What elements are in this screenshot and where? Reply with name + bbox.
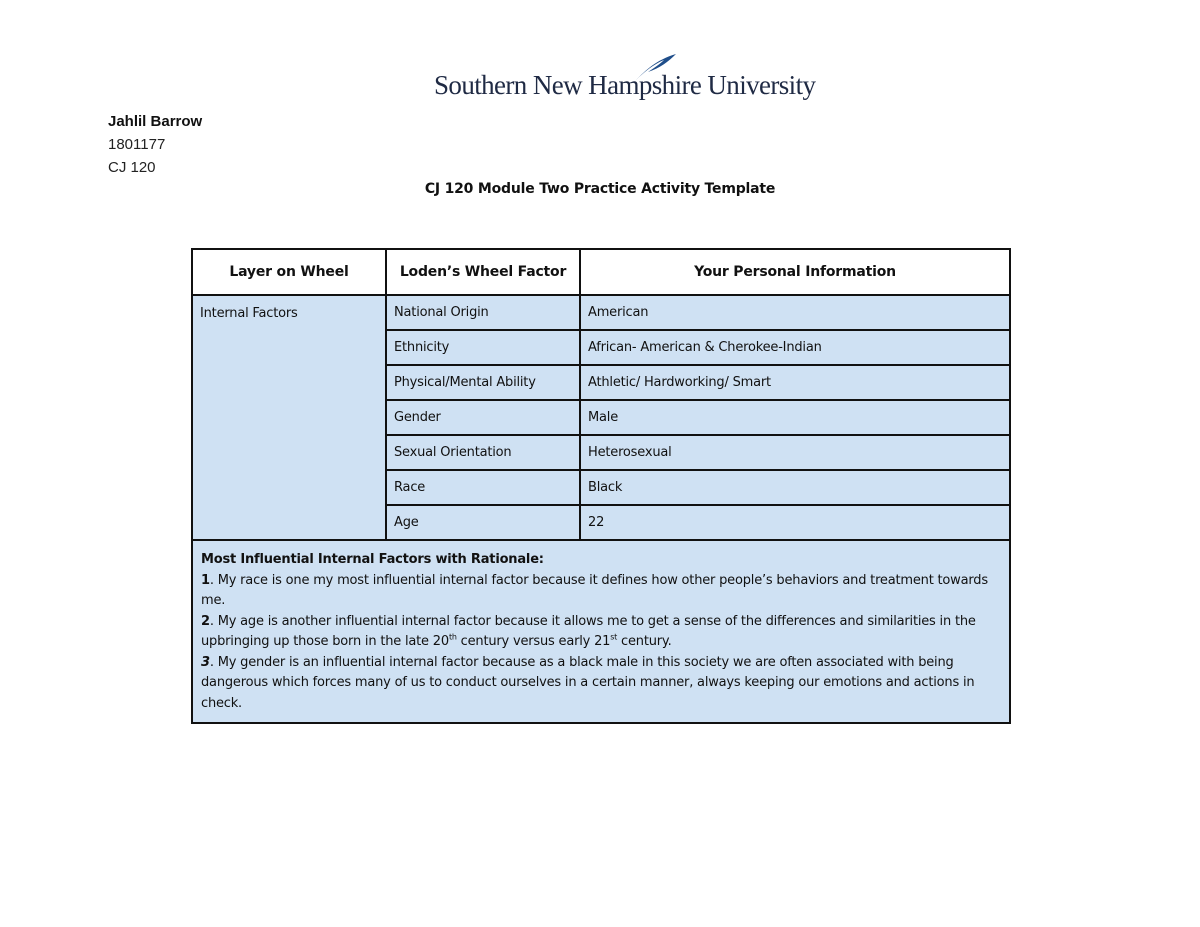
info-cell: Black: [580, 470, 1010, 505]
rationale-row: [192, 540, 1010, 723]
info-cell: Heterosexual: [580, 435, 1010, 470]
info-cell: 22: [580, 505, 1010, 540]
course-code: CJ 120: [108, 159, 156, 176]
info-cell: African- American & Cherokee-Indian: [580, 330, 1010, 365]
ordinal-suffix: th: [448, 632, 457, 642]
info-cell: Athletic/ Hardworking/ Smart: [580, 365, 1010, 400]
item-text: century.: [617, 634, 672, 649]
item-number: 3: [201, 654, 210, 670]
document-title: CJ 120 Module Two Practice Activity Template: [424, 181, 776, 197]
loden-wheel-table: [191, 248, 1011, 724]
university-logo: [434, 52, 816, 108]
item-number: 1: [201, 572, 210, 588]
info-cell: American: [580, 295, 1010, 330]
student-id: 1801177: [108, 136, 166, 153]
item-text: . My age is another influential internal factor because it allows me to get a sense of the differences and similarities in the upbringing up those born in the late 20: [201, 613, 976, 649]
rationale-item-1: [201, 571, 1001, 612]
header-layer: Layer on Wheel: [192, 249, 386, 295]
student-info: [108, 110, 202, 179]
factor-cell: Sexual Orientation: [386, 435, 580, 470]
item-text: . My gender is an influential internal factor because as a black male in this society we are often associated with being dangerous which forces many of us to conduct ourselves in a certain manner, always keeping our emotions and actions in check.: [201, 654, 975, 711]
item-number: 2: [201, 613, 210, 629]
layer-cell: Internal Factors: [192, 295, 386, 540]
rationale-item-3: [201, 653, 1001, 715]
logo-text: Southern New Hampshire University: [434, 70, 816, 100]
info-cell: Male: [580, 400, 1010, 435]
student-name: Jahlil Barrow: [108, 113, 203, 130]
rationale-heading: Most Influential Internal Factors with Rationale:: [201, 552, 544, 567]
rationale-cell: [192, 540, 1010, 723]
factor-cell: Ethnicity: [386, 330, 580, 365]
factor-cell: National Origin: [386, 295, 580, 330]
rationale-item-2: [201, 612, 1001, 653]
factor-cell: Physical/Mental Ability: [386, 365, 580, 400]
item-text: century versus early 21: [456, 634, 611, 649]
factor-cell: Age: [386, 505, 580, 540]
header-factor: Loden’s Wheel Factor: [386, 249, 580, 295]
table-row: [192, 295, 1010, 330]
quill-icon: [634, 52, 678, 82]
ordinal-suffix: st: [610, 632, 618, 642]
header-personal-info: Your Personal Information: [580, 249, 1010, 295]
factor-cell: Race: [386, 470, 580, 505]
wheel-table: [191, 248, 1009, 724]
factor-cell: Gender: [386, 400, 580, 435]
item-text: . My race is one my most influential internal factor because it defines how other people’s behaviors and treatment towards me.: [201, 572, 988, 608]
table-header-row: [192, 249, 1010, 295]
